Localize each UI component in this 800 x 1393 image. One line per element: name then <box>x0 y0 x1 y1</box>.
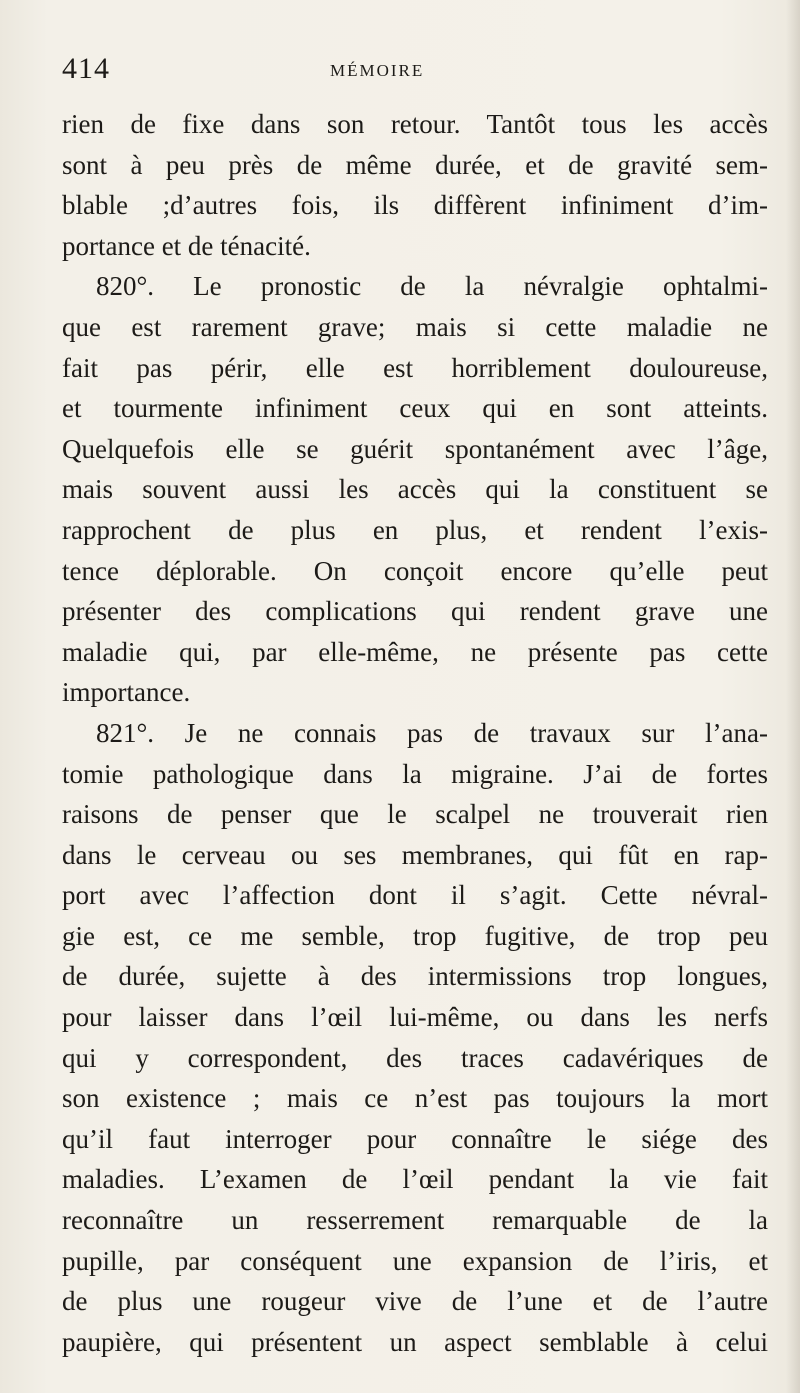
text-line: de plus une rougeur vive de l’une et de l’autre <box>62 1286 768 1317</box>
text-line: tomie pathologique dans la migraine. J’ai de fortes <box>62 758 768 789</box>
text-line: Quelquefois elle se guérit spontanément avec l’âge, <box>62 433 768 464</box>
page-number: 414 <box>62 52 110 85</box>
text-line: importance. <box>62 677 191 708</box>
text-line: que est rarement grave; mais si cette maladie ne <box>62 311 768 342</box>
text-line: blable ;d’autres fois, ils diffèrent infiniment d’im- <box>62 190 768 221</box>
text-line: et tourmente infiniment ceux qui en sont atteints. <box>62 393 768 424</box>
text-line: son existence ; mais ce n’est pas toujours la mort <box>62 1083 768 1114</box>
text-line: sont à peu près de même durée, et de gravité sem- <box>62 149 768 180</box>
text-line: fait pas périr, elle est horriblement douloureuse, <box>62 352 768 383</box>
text-line: gie est, ce me semble, trop fugitive, de trop peu <box>62 920 768 951</box>
text-line: présenter des complications qui rendent grave une <box>62 596 768 627</box>
page-edge-shadow <box>786 0 800 1393</box>
text-line: rien de fixe dans son retour. Tantôt tous les accès <box>62 109 768 139</box>
text-line: tence déplorable. On conçoit encore qu’elle peut <box>62 555 768 586</box>
text-line: de durée, sujette à des intermissions trop longues, <box>62 961 768 992</box>
text-line: paupière, qui présentent un aspect semblable à celui <box>62 1326 768 1357</box>
text-line: pour laisser dans l’œil lui-même, ou dans les nerfs <box>62 1002 768 1033</box>
running-head: MÉMOIRE <box>330 61 425 80</box>
text-line: portance et de ténacité. <box>62 230 311 261</box>
text-line: mais souvent aussi les accès qui la constituent se <box>62 474 768 505</box>
text-line: qu’il faut interroger pour connaître le siége des <box>62 1123 768 1154</box>
text-line: maladie qui, par elle-même, ne présente pas cette <box>62 636 768 667</box>
text-line: dans le cerveau ou ses membranes, qui fût en rap- <box>62 839 768 870</box>
text-line: rapprochent de plus en plus, et rendent l’exis- <box>62 514 768 545</box>
text-line: port avec l’affection dont il s’agit. Cette névral- <box>62 880 768 911</box>
text-line: 821°. Je ne connais pas de travaux sur l’ana- <box>96 717 768 748</box>
body-text <box>62 104 768 1362</box>
text-line: pupille, par conséquent une expansion de l’iris, et <box>62 1245 768 1276</box>
text-line: 820°. Le pronostic de la névralgie ophtalmi- <box>96 271 768 302</box>
text-line: maladies. L’examen de l’œil pendant la vie fait <box>62 1164 768 1195</box>
text-line: qui y correspondent, des traces cadavériques de <box>62 1042 768 1073</box>
text-line: reconnaître un resserrement remarquable de la <box>62 1205 768 1236</box>
page-header <box>62 52 762 92</box>
text-line: raisons de penser que le scalpel ne trouverait rien <box>62 799 768 830</box>
